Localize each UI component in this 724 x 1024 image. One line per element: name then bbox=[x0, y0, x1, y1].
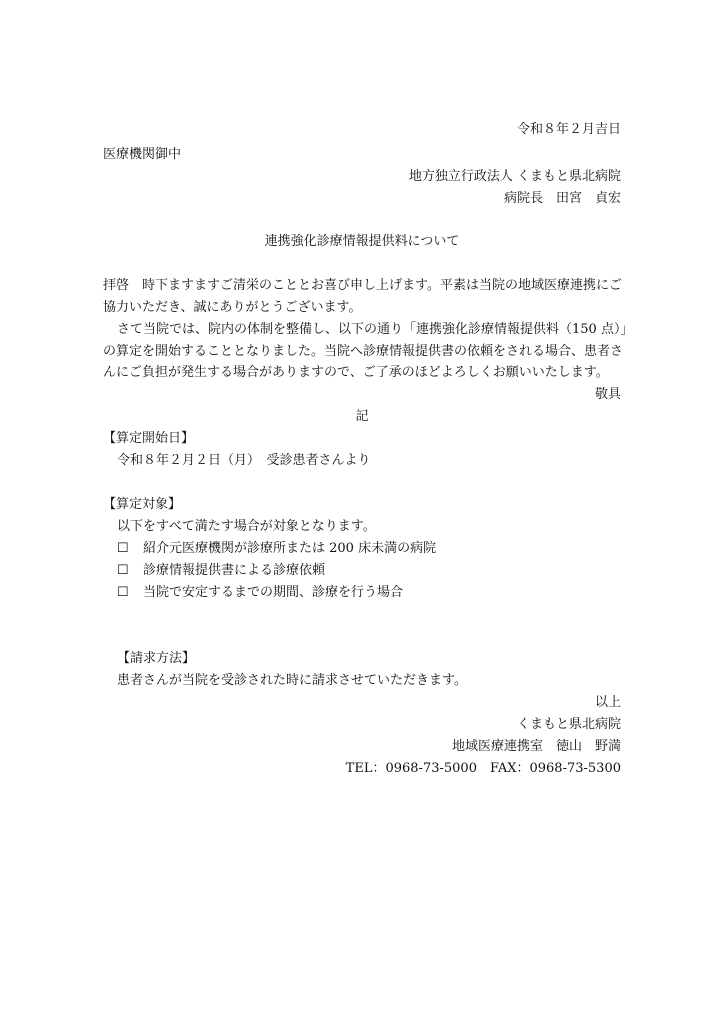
target-list-item bbox=[117, 562, 325, 580]
checkbox-icon: ☐ bbox=[117, 563, 129, 578]
body-paragraph-2-line-3: んにご負担が発生する場合がありますので、ご了承のほどよろしくお願いいたします。 bbox=[103, 365, 609, 380]
sender-person: 病院長 田宮 貞宏 bbox=[503, 191, 621, 206]
sender-organization: 地方独立行政法人 くまもと県北病院 bbox=[408, 169, 621, 184]
section-start-content: 令和８年２月２日（月） 受診患者さんより bbox=[117, 453, 371, 468]
body-paragraph-2-line-1: さて当院では、院内の体制を整備し、以下の通り「連携強化診療情報提供料（150 点）」 bbox=[117, 322, 634, 337]
ki-mark: 記 bbox=[355, 409, 369, 424]
footer-hospital: くまもと県北病院 bbox=[516, 717, 621, 732]
section-target-intro: 以下をすべて満たす場合が対象となります。 bbox=[117, 519, 376, 534]
target-item-label: 紹介元医療機関が診療所または 200 床未満の病院 bbox=[143, 541, 437, 556]
document-title: 連携強化診療情報提供料について bbox=[264, 234, 460, 249]
footer-tel-fax: TEL：0968-73-5000 FAX：0968-73-5300 bbox=[345, 761, 621, 776]
section-billing-heading: 【請求方法】 bbox=[117, 651, 196, 666]
closing-keigu: 敬具 bbox=[594, 387, 621, 402]
target-list-item bbox=[117, 584, 403, 602]
body-paragraph-1-line-2: 協力いただき、誠にありがとうございます。 bbox=[103, 300, 362, 315]
ijo-mark: 以上 bbox=[594, 695, 621, 710]
target-item-label: 当院で安定するまでの期間、診療を行う場合 bbox=[143, 585, 404, 600]
checkbox-icon: ☐ bbox=[117, 585, 129, 600]
recipient: 医療機関御中 bbox=[103, 147, 182, 162]
section-start-heading: 【算定開始日】 bbox=[103, 431, 195, 446]
target-list-item bbox=[117, 540, 436, 558]
section-billing-content: 患者さんが当院を受診された時に請求させていただきます。 bbox=[117, 673, 467, 688]
target-item-label: 診療情報提供書による診療依頼 bbox=[143, 563, 326, 578]
footer-contact-person: 地域医療連携室 徳山 野満 bbox=[451, 739, 621, 754]
checkbox-icon: ☐ bbox=[117, 541, 129, 556]
section-target-heading: 【算定対象】 bbox=[103, 497, 182, 512]
body-paragraph-1-line-1: 拝啓 時下ますますご清栄のこととお喜び申し上げます。平素は当院の地域医療連携にご bbox=[103, 278, 622, 293]
document-date: 令和８年２月吉日 bbox=[516, 122, 621, 137]
body-paragraph-2-line-2: の算定を開始することとなりました。当院へ診療情報提供書の依頼をされる場合、患者さ bbox=[103, 344, 624, 359]
